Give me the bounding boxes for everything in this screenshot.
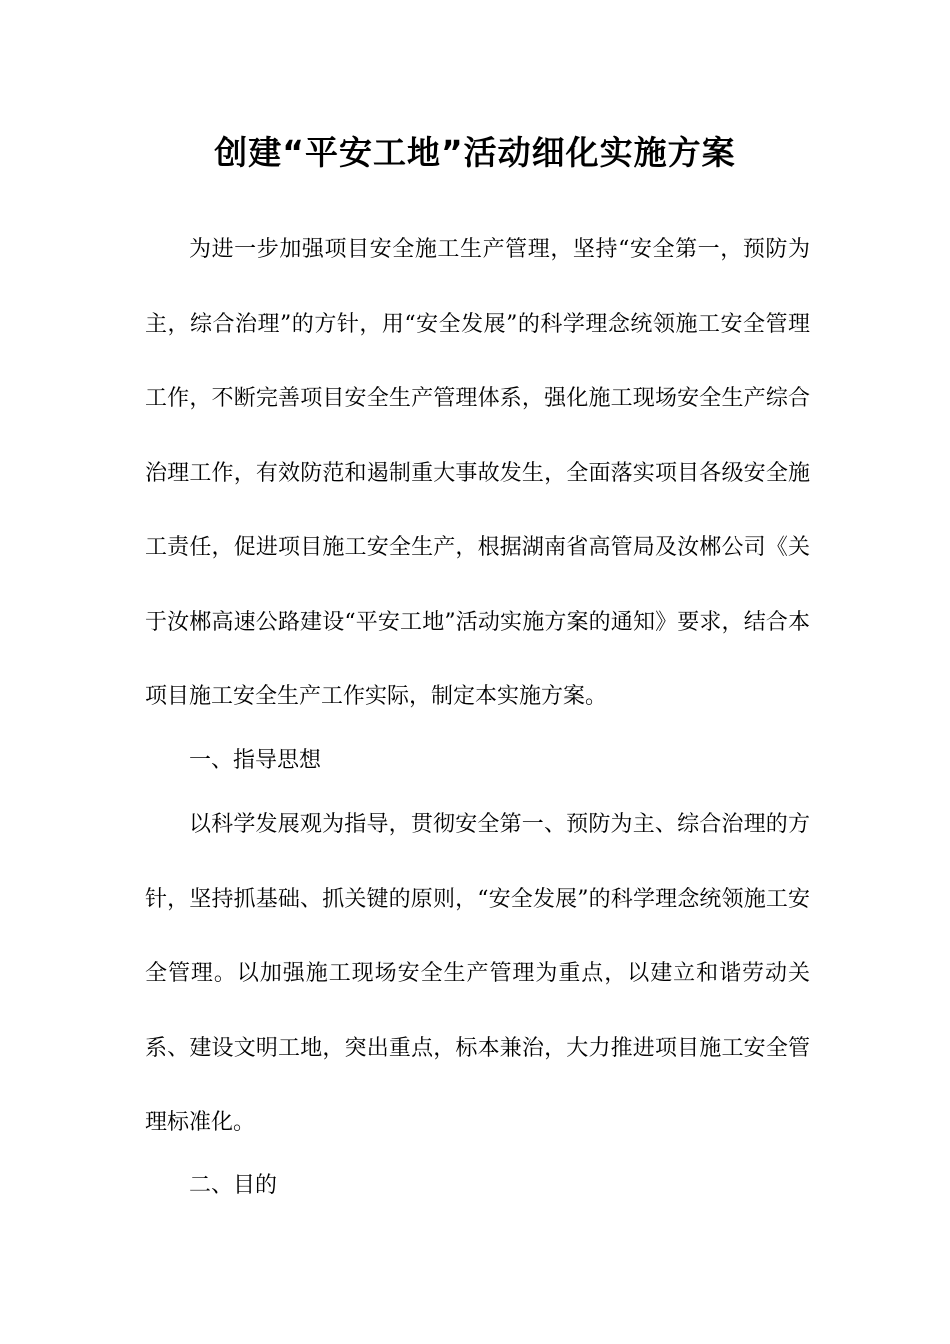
intro-paragraph: 为进一步加强项目安全施工生产管理，坚持“安全第一，预防为主，综合治理”的方针，用“安全发展”的科学理念统领施工安全管理工作，不断完善项目安全生产管理体系，强化施工现场安全生产综合治理工作，有效防范和遏制重大事故发生，全面落实项目各级安全施工责任，促进项目施工安全生产，根据湖南省高管局及汝郴公司《关于汝郴高速公路建设“平安工地”活动实施方案的通知》要求，结合本项目施工安全生产工作实际，制定本实施方案。 [145,237,810,709]
section-heading-purpose: 二、目的 [189,1173,278,1198]
guiding-ideology-paragraph: 以科学发展观为指导，贯彻安全第一、预防为主、综合治理的方针，坚持抓基础、抓关键的原则，“安全发展”的科学理念统领施工安全管理。以加强施工现场安全生产管理为重点，以建立和谐劳动关系、建设文明工地，突出重点，标本兼治，大力推进项目施工安全管理标准化。 [145,812,810,1135]
document-title: 创建“平安工地”活动细化实施方案 [214,133,736,172]
section-heading-guiding-ideology: 一、指导思想 [189,748,322,773]
